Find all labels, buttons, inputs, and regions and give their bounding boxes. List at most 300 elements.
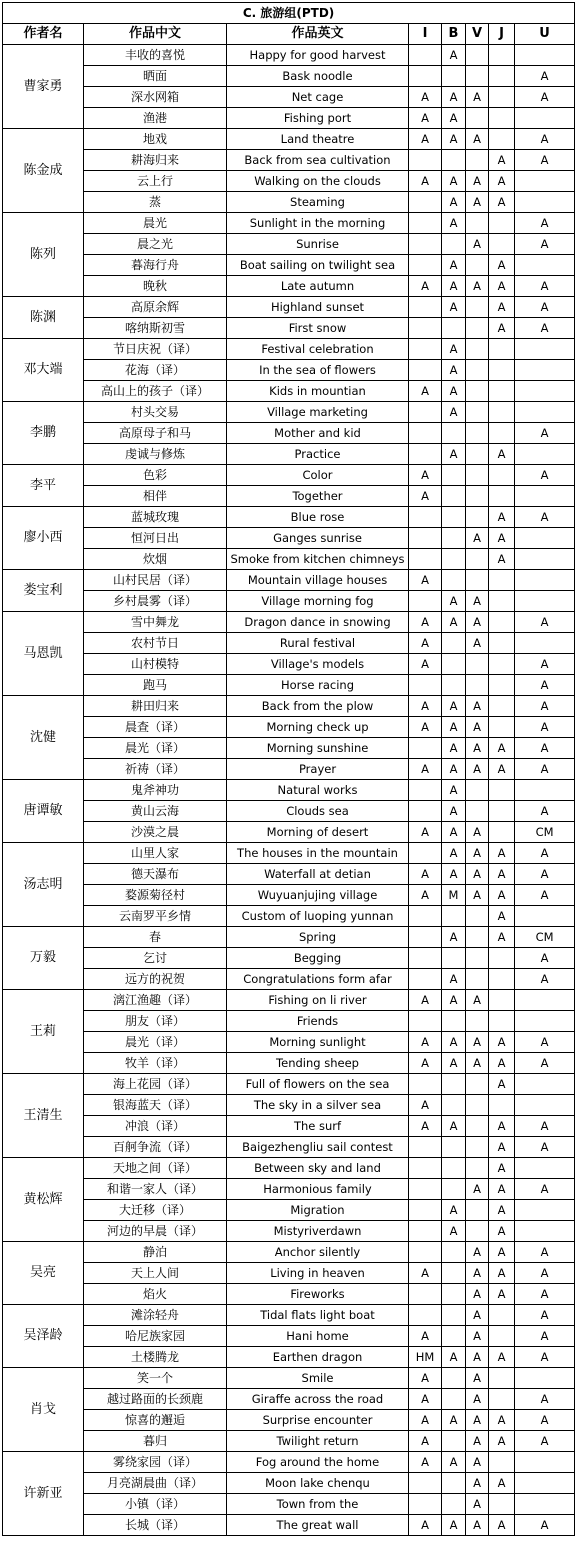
mark-cell-v xyxy=(466,927,489,948)
mark-cell-v: A xyxy=(466,591,489,612)
table-row xyxy=(3,1011,575,1032)
mark-cell-u xyxy=(515,591,575,612)
work-english-cell: Town from the xyxy=(227,1494,409,1515)
table-title: C. 旅游组(PTD) xyxy=(3,3,575,24)
mark-cell-u: A xyxy=(515,276,575,297)
work-chinese-cell: 晒面 xyxy=(84,66,227,87)
mark-cell-v xyxy=(466,1200,489,1221)
work-chinese-cell: 耕田归来 xyxy=(84,696,227,717)
mark-cell-v: A xyxy=(466,696,489,717)
mark-cell-j: A xyxy=(489,1410,515,1431)
work-english-cell: Land theatre xyxy=(227,129,409,150)
author-cell: 王清生 xyxy=(3,1074,84,1158)
mark-cell-v: A xyxy=(466,1284,489,1305)
work-chinese-cell: 花海（译） xyxy=(84,360,227,381)
work-chinese-cell: 滩涂轻舟 xyxy=(84,1305,227,1326)
table-row xyxy=(3,318,575,339)
author-cell: 邓大端 xyxy=(3,339,84,402)
mark-cell-b xyxy=(442,1305,466,1326)
table-row xyxy=(3,192,575,213)
table-row xyxy=(3,717,575,738)
work-english-cell: Mother and kid xyxy=(227,423,409,444)
table-row xyxy=(3,66,575,87)
work-english-cell: Between sky and land xyxy=(227,1158,409,1179)
mark-cell-i: A xyxy=(409,1095,442,1116)
mark-cell-b: A xyxy=(442,969,466,990)
mark-cell-j xyxy=(489,990,515,1011)
mark-cell-i xyxy=(409,66,442,87)
mark-cell-i xyxy=(409,591,442,612)
table-row xyxy=(3,969,575,990)
mark-cell-i xyxy=(409,969,442,990)
mark-cell-v xyxy=(466,906,489,927)
mark-cell-u: A xyxy=(515,213,575,234)
mark-cell-i xyxy=(409,1074,442,1095)
table-row xyxy=(3,87,575,108)
mark-cell-j xyxy=(489,612,515,633)
mark-cell-i: A xyxy=(409,465,442,486)
mark-cell-b xyxy=(442,906,466,927)
mark-cell-b: A xyxy=(442,339,466,360)
mark-cell-v xyxy=(466,780,489,801)
table-row xyxy=(3,549,575,570)
table-row xyxy=(3,1410,575,1431)
mark-cell-v xyxy=(466,507,489,528)
mark-cell-b xyxy=(442,1158,466,1179)
work-english-cell: Morning of desert xyxy=(227,822,409,843)
mark-cell-u xyxy=(515,780,575,801)
mark-cell-b: A xyxy=(442,1515,466,1536)
mark-cell-u: A xyxy=(515,738,575,759)
work-chinese-cell: 越过路面的长颈鹿 xyxy=(84,1389,227,1410)
mark-cell-i xyxy=(409,906,442,927)
work-english-cell: Morning sunshine xyxy=(227,738,409,759)
work-english-cell: The surf xyxy=(227,1116,409,1137)
table-body xyxy=(3,45,575,1536)
mark-cell-u xyxy=(515,906,575,927)
mark-cell-v: A xyxy=(466,864,489,885)
work-chinese-cell: 静泊 xyxy=(84,1242,227,1263)
mark-cell-v xyxy=(466,1011,489,1032)
mark-cell-v: A xyxy=(466,1452,489,1473)
work-english-cell: Village marketing xyxy=(227,402,409,423)
table-row xyxy=(3,654,575,675)
mark-cell-u: A xyxy=(515,1326,575,1347)
mark-cell-b xyxy=(442,1368,466,1389)
mark-cell-v xyxy=(466,66,489,87)
table-row xyxy=(3,801,575,822)
work-english-cell: Wuyuanjujing village xyxy=(227,885,409,906)
mark-cell-i: A xyxy=(409,381,442,402)
mark-cell-i: A xyxy=(409,1053,442,1074)
work-english-cell: Fishing port xyxy=(227,108,409,129)
mark-cell-i xyxy=(409,1137,442,1158)
mark-cell-i xyxy=(409,780,442,801)
mark-cell-b: A xyxy=(442,759,466,780)
author-cell: 陈列 xyxy=(3,213,84,297)
mark-cell-v xyxy=(466,465,489,486)
work-chinese-cell: 蓝城玫瑰 xyxy=(84,507,227,528)
mark-cell-u: A xyxy=(515,1137,575,1158)
author-cell: 陈金成 xyxy=(3,129,84,213)
table-row xyxy=(3,528,575,549)
mark-cell-j: A xyxy=(489,528,515,549)
work-english-cell: Horse racing xyxy=(227,675,409,696)
mark-cell-u: A xyxy=(515,1242,575,1263)
table-row xyxy=(3,1263,575,1284)
table-row xyxy=(3,276,575,297)
work-english-cell: Moon lake chenqu xyxy=(227,1473,409,1494)
work-chinese-cell: 婺源菊径村 xyxy=(84,885,227,906)
mark-cell-i: A xyxy=(409,1410,442,1431)
work-english-cell: Tending sheep xyxy=(227,1053,409,1074)
mark-cell-b: A xyxy=(442,990,466,1011)
work-chinese-cell: 虔诚与修炼 xyxy=(84,444,227,465)
mark-cell-j: A xyxy=(489,150,515,171)
mark-cell-b xyxy=(442,486,466,507)
work-chinese-cell: 大迁移（译） xyxy=(84,1200,227,1221)
table-row xyxy=(3,1368,575,1389)
mark-cell-i: A xyxy=(409,1389,442,1410)
mark-cell-u: A xyxy=(515,297,575,318)
work-english-cell: Hani home xyxy=(227,1326,409,1347)
mark-cell-i: A xyxy=(409,654,442,675)
mark-cell-j: A xyxy=(489,1200,515,1221)
mark-cell-j: A xyxy=(489,444,515,465)
mark-cell-b: A xyxy=(442,45,466,66)
work-chinese-cell: 晨查（译） xyxy=(84,717,227,738)
mark-cell-i xyxy=(409,1305,442,1326)
mark-cell-v: A xyxy=(466,1263,489,1284)
work-chinese-cell: 祈祷（译） xyxy=(84,759,227,780)
work-english-cell: In the sea of flowers xyxy=(227,360,409,381)
mark-cell-u xyxy=(515,1494,575,1515)
table-row xyxy=(3,1452,575,1473)
author-cell: 李平 xyxy=(3,465,84,507)
work-english-cell: Highland sunset xyxy=(227,297,409,318)
work-chinese-cell: 焰火 xyxy=(84,1284,227,1305)
mark-cell-i xyxy=(409,1494,442,1515)
work-chinese-cell: 节日庆祝（译） xyxy=(84,339,227,360)
mark-cell-b: A xyxy=(442,276,466,297)
table-row xyxy=(3,1326,575,1347)
table-row xyxy=(3,297,575,318)
author-cell: 吴亮 xyxy=(3,1242,84,1305)
mark-cell-u xyxy=(515,1011,575,1032)
work-chinese-cell: 村头交易 xyxy=(84,402,227,423)
mark-cell-u xyxy=(515,1452,575,1473)
table-row xyxy=(3,1158,575,1179)
table-row xyxy=(3,465,575,486)
table-row xyxy=(3,1074,575,1095)
work-english-cell: Blue rose xyxy=(227,507,409,528)
table-row xyxy=(3,381,575,402)
work-english-cell: Together xyxy=(227,486,409,507)
mark-cell-b: A xyxy=(442,87,466,108)
work-chinese-cell: 暮归 xyxy=(84,1431,227,1452)
mark-cell-b xyxy=(442,1263,466,1284)
mark-cell-u xyxy=(515,549,575,570)
mark-cell-u: A xyxy=(515,234,575,255)
work-english-cell: The great wall xyxy=(227,1515,409,1536)
mark-cell-j: A xyxy=(489,1053,515,1074)
mark-cell-j xyxy=(489,1368,515,1389)
mark-cell-j xyxy=(489,402,515,423)
mark-cell-u xyxy=(515,45,575,66)
mark-cell-b: A xyxy=(442,444,466,465)
work-english-cell: Fireworks xyxy=(227,1284,409,1305)
mark-cell-b xyxy=(442,1473,466,1494)
mark-cell-j: A xyxy=(489,1137,515,1158)
mark-cell-v: A xyxy=(466,843,489,864)
mark-cell-i xyxy=(409,318,442,339)
table-row xyxy=(3,1200,575,1221)
work-english-cell: Ganges sunrise xyxy=(227,528,409,549)
table-row xyxy=(3,1095,575,1116)
author-cell: 黄松辉 xyxy=(3,1158,84,1242)
work-chinese-cell: 炊烟 xyxy=(84,549,227,570)
work-chinese-cell: 农村节日 xyxy=(84,633,227,654)
mark-cell-u: A xyxy=(515,675,575,696)
mark-cell-v xyxy=(466,549,489,570)
mark-cell-j: A xyxy=(489,318,515,339)
mark-cell-b xyxy=(442,1284,466,1305)
mark-cell-j xyxy=(489,213,515,234)
work-chinese-cell: 云南罗平乡情 xyxy=(84,906,227,927)
table-row xyxy=(3,864,575,885)
table-row xyxy=(3,990,575,1011)
mark-cell-i: A xyxy=(409,87,442,108)
mark-cell-u xyxy=(515,108,575,129)
work-chinese-cell: 晨光（译） xyxy=(84,1032,227,1053)
mark-cell-i: A xyxy=(409,633,442,654)
author-cell: 沈健 xyxy=(3,696,84,780)
author-cell: 肖戈 xyxy=(3,1368,84,1452)
mark-cell-v: A xyxy=(466,1473,489,1494)
author-cell: 万毅 xyxy=(3,927,84,990)
table-row xyxy=(3,1473,575,1494)
mark-cell-u xyxy=(515,528,575,549)
work-chinese-cell: 相伴 xyxy=(84,486,227,507)
mark-cell-u xyxy=(515,1095,575,1116)
mark-cell-v xyxy=(466,213,489,234)
mark-cell-j xyxy=(489,1011,515,1032)
mark-cell-i: A xyxy=(409,864,442,885)
mark-cell-b xyxy=(442,528,466,549)
mark-cell-u xyxy=(515,1158,575,1179)
mark-cell-v: A xyxy=(466,759,489,780)
mark-cell-j xyxy=(489,465,515,486)
mark-cell-i xyxy=(409,402,442,423)
author-cell: 曹家勇 xyxy=(3,45,84,129)
work-english-cell: Friends xyxy=(227,1011,409,1032)
mark-cell-i xyxy=(409,948,442,969)
mark-cell-j: A xyxy=(489,549,515,570)
mark-cell-u xyxy=(515,1368,575,1389)
work-english-cell: Color xyxy=(227,465,409,486)
mark-cell-u xyxy=(515,990,575,1011)
mark-cell-j: A xyxy=(489,297,515,318)
author-cell: 唐谭敏 xyxy=(3,780,84,843)
mark-cell-b: A xyxy=(442,591,466,612)
mark-cell-j: A xyxy=(489,1242,515,1263)
mark-cell-b: A xyxy=(442,255,466,276)
mark-cell-j xyxy=(489,381,515,402)
mark-cell-u: A xyxy=(515,1347,575,1368)
work-chinese-cell: 小镇（译） xyxy=(84,1494,227,1515)
mark-cell-b xyxy=(442,1494,466,1515)
mark-cell-j xyxy=(489,591,515,612)
mark-cell-j xyxy=(489,339,515,360)
mark-cell-b: A xyxy=(442,612,466,633)
mark-cell-b xyxy=(442,234,466,255)
mark-cell-b: A xyxy=(442,108,466,129)
work-chinese-cell: 山村民居（译） xyxy=(84,570,227,591)
mark-cell-b: A xyxy=(442,843,466,864)
mark-cell-u: A xyxy=(515,1305,575,1326)
mark-cell-u xyxy=(515,192,575,213)
mark-cell-v xyxy=(466,969,489,990)
mark-cell-i xyxy=(409,549,442,570)
mark-cell-u: A xyxy=(515,843,575,864)
work-english-cell: Mountain village houses xyxy=(227,570,409,591)
mark-cell-v xyxy=(466,654,489,675)
mark-cell-b: A xyxy=(442,360,466,381)
mark-cell-u xyxy=(515,402,575,423)
work-chinese-cell: 哈尼族家园 xyxy=(84,1326,227,1347)
work-chinese-cell: 喀纳斯初雪 xyxy=(84,318,227,339)
mark-cell-b xyxy=(442,675,466,696)
table-row xyxy=(3,1221,575,1242)
table-row xyxy=(3,108,575,129)
mark-cell-v: A xyxy=(466,1389,489,1410)
mark-cell-u: A xyxy=(515,864,575,885)
work-english-cell: Living in heaven xyxy=(227,1263,409,1284)
mark-cell-b xyxy=(442,1137,466,1158)
mark-cell-u: A xyxy=(515,1515,575,1536)
mark-cell-v xyxy=(466,45,489,66)
work-chinese-cell: 德天瀑布 xyxy=(84,864,227,885)
mark-cell-i xyxy=(409,927,442,948)
work-english-cell: Sunrise xyxy=(227,234,409,255)
mark-cell-j xyxy=(489,654,515,675)
work-chinese-cell: 色彩 xyxy=(84,465,227,486)
mark-cell-b xyxy=(442,549,466,570)
mark-cell-i xyxy=(409,297,442,318)
author-cell: 李鹏 xyxy=(3,402,84,465)
table-row xyxy=(3,360,575,381)
mark-cell-j: A xyxy=(489,864,515,885)
mark-cell-u: A xyxy=(515,1116,575,1137)
mark-cell-b: A xyxy=(442,1221,466,1242)
work-english-cell: First snow xyxy=(227,318,409,339)
mark-cell-b: A xyxy=(442,696,466,717)
header-work-english: 作品英文 xyxy=(227,24,409,45)
work-chinese-cell: 晨光 xyxy=(84,213,227,234)
mark-cell-u: A xyxy=(515,759,575,780)
work-english-cell: Morning check up xyxy=(227,717,409,738)
mark-cell-u: A xyxy=(515,1179,575,1200)
mark-cell-i: A xyxy=(409,570,442,591)
mark-cell-b: A xyxy=(442,1410,466,1431)
mark-cell-i: HM xyxy=(409,1347,442,1368)
work-chinese-cell: 蒸 xyxy=(84,192,227,213)
mark-cell-u xyxy=(515,360,575,381)
mark-cell-j: A xyxy=(489,192,515,213)
mark-cell-i: A xyxy=(409,1368,442,1389)
table-row xyxy=(3,423,575,444)
mark-cell-v xyxy=(466,255,489,276)
mark-cell-v xyxy=(466,675,489,696)
work-chinese-cell: 山里人家 xyxy=(84,843,227,864)
work-chinese-cell: 深水网箱 xyxy=(84,87,227,108)
work-english-cell: Giraffe across the road xyxy=(227,1389,409,1410)
table-row xyxy=(3,906,575,927)
work-english-cell: Happy for good harvest xyxy=(227,45,409,66)
mark-cell-b: A xyxy=(442,864,466,885)
author-cell: 许新亚 xyxy=(3,1452,84,1536)
table-row xyxy=(3,738,575,759)
mark-cell-j xyxy=(489,948,515,969)
work-english-cell: Morning sunlight xyxy=(227,1032,409,1053)
mark-cell-v: A xyxy=(466,1368,489,1389)
mark-cell-u: A xyxy=(515,696,575,717)
table-row xyxy=(3,150,575,171)
mark-cell-u: CM xyxy=(515,822,575,843)
work-chinese-cell: 鬼斧神功 xyxy=(84,780,227,801)
mark-cell-j xyxy=(489,570,515,591)
mark-cell-b xyxy=(442,1095,466,1116)
author-cell: 陈渊 xyxy=(3,297,84,339)
mark-cell-j xyxy=(489,717,515,738)
work-english-cell: Dragon dance in snowing xyxy=(227,612,409,633)
table-row xyxy=(3,675,575,696)
mark-cell-u: A xyxy=(515,318,575,339)
table-row xyxy=(3,822,575,843)
work-english-cell: Net cage xyxy=(227,87,409,108)
mark-cell-v: A xyxy=(466,1494,489,1515)
mark-cell-j: A xyxy=(489,1116,515,1137)
mark-cell-j xyxy=(489,66,515,87)
table-row xyxy=(3,1137,575,1158)
table-row xyxy=(3,1116,575,1137)
mark-cell-v xyxy=(466,1074,489,1095)
header-row xyxy=(3,24,575,45)
author-cell: 娄宝利 xyxy=(3,570,84,612)
mark-cell-b xyxy=(442,948,466,969)
work-english-cell: Village morning fog xyxy=(227,591,409,612)
mark-cell-i xyxy=(409,843,442,864)
mark-cell-u xyxy=(515,486,575,507)
table-row xyxy=(3,1389,575,1410)
mark-cell-v xyxy=(466,948,489,969)
mark-cell-j: A xyxy=(489,1284,515,1305)
work-chinese-cell: 云上行 xyxy=(84,171,227,192)
mark-cell-j xyxy=(489,1389,515,1410)
work-chinese-cell: 沙漠之晨 xyxy=(84,822,227,843)
mark-cell-i: A xyxy=(409,276,442,297)
table-row xyxy=(3,1347,575,1368)
work-chinese-cell: 高原母子和马 xyxy=(84,423,227,444)
mark-cell-i: A xyxy=(409,129,442,150)
mark-cell-j xyxy=(489,87,515,108)
mark-cell-j xyxy=(489,696,515,717)
work-chinese-cell: 耕海归来 xyxy=(84,150,227,171)
work-english-cell: Baigezhengliu sail contest xyxy=(227,1137,409,1158)
mark-cell-u xyxy=(515,1221,575,1242)
mark-cell-j xyxy=(489,1326,515,1347)
mark-cell-u: A xyxy=(515,1032,575,1053)
